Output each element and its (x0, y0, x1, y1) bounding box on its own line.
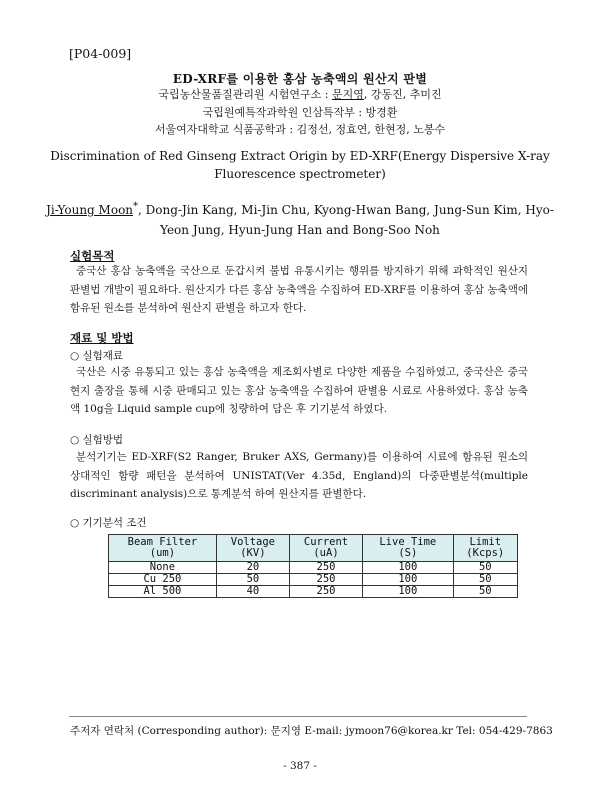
table-cell: 100 (363, 562, 453, 574)
title-korean: ED-XRF를 이용한 홍삼 농축액의 원산지 판별 (172, 72, 428, 86)
materials-paragraph: 국산은 시중 유통되고 있는 홍삼 농축액을 제조회사별로 다양한 제품을 수집하였고, 중국산은 중국 현지 출장을 통해 시중 판매되고 있는 홍삼 농축액을 수집하여 판별용 시료로 사용하였다. 홍삼 농축액 10g을 Liquid sample cup에 칭량하여 담은 후 기기분석 하였다. (70, 366, 528, 415)
table-cell: 50 (453, 562, 517, 574)
affiliation-nqs-institute: 국립농산물품질관리원 시험연구소 : (158, 88, 332, 101)
table-row (109, 562, 518, 574)
table-cell: 100 (363, 586, 453, 598)
table-cell: Al 500 (109, 586, 217, 598)
footer-divider (69, 716, 527, 717)
table-header-row (109, 535, 518, 562)
table-cell: 50 (216, 574, 289, 586)
poster-code: [P04-009] (69, 46, 132, 61)
table-cell: 250 (289, 562, 362, 574)
coauthors-en: , Dong-Jin Kang, Mi-Jin Chu, Kyong-Hwan Bang, Jung-Sun Kim, Hyo-Yeon Jung, Hyun-Jung Han and Bong-Soo Noh (138, 203, 554, 237)
methods-heading-text: 재료 및 방법 (70, 331, 134, 345)
method-subheading: ○ 실험방법 (70, 434, 124, 446)
table-row (109, 574, 518, 586)
table-row (109, 586, 518, 598)
header-limit: Limit (Kcps) (453, 535, 517, 562)
method-paragraph: 분석기기는 ED-XRF(S2 Ranger, Bruker AXS, Germany)를 이용하여 시료에 함유된 원소의 상대적인 함량 패턴을 분석하여 UNISTAT(Ver 4.35d, England)의 다중판별분석(multiple discriminant analysis)으로 통계분석 하여 원산지를 판별한다. (70, 451, 528, 500)
affiliation-swu: 서울여자대학교 식품공학과 : 김정선, 정효연, 한현정, 노봉수 (154, 123, 446, 136)
affiliation-nihhs: 국립원예특작과학원 인삼특작부 : 방경환 (202, 106, 398, 119)
table-cell: 40 (216, 586, 289, 598)
header-current: Current (uA) (289, 535, 362, 562)
affiliation-nqs-coauthors: , 강동진, 추미진 (363, 88, 442, 101)
instrument-conditions-table (108, 534, 518, 598)
materials-subheading: ○ 실험재료 (70, 350, 124, 362)
table-cell: 50 (453, 574, 517, 586)
corresponding-mark: * (133, 201, 139, 212)
conditions-subheading: ○ 기기분석 조건 (70, 517, 147, 529)
corresponding-author-ko: 문지영 (331, 88, 364, 101)
corresponding-author-footer: 주저자 연락처 (Corresponding author): 문지영 E-mail: jymoon76@korea.kr Tel: 054-429-7863 (70, 725, 553, 737)
objective-heading-text: 실험목적 (70, 249, 115, 263)
table-cell: 250 (289, 574, 362, 586)
table-cell: Cu 250 (109, 574, 217, 586)
objective-paragraph: 중국산 홍삼 농축액을 국산으로 둔갑시켜 불법 유통시키는 행위를 방지하기 위해 과학적인 원산지 판별법 개발이 필요하다. 원산지가 다른 홍삼 농축액을 수집하여 ED-XRF를 이용하여 홍삼 농축액에 함유된 원소를 분석하여 원산지 판별을 하고자 한다. (70, 265, 528, 314)
affiliation-nqs (40, 86, 560, 102)
table-cell: 50 (453, 586, 517, 598)
page-number: - 387 - (283, 760, 317, 772)
header-beam-filter: Beam Filter (um) (109, 535, 217, 562)
author-list (40, 197, 560, 240)
section-methods-heading (70, 330, 134, 346)
header-voltage: Voltage (KV) (216, 535, 289, 562)
table-cell: 20 (216, 562, 289, 574)
table-cell: 100 (363, 574, 453, 586)
corresponding-author-en: Ji-Young Moon (46, 203, 134, 217)
table-cell: None (109, 562, 217, 574)
header-live-time: Live Time (S) (363, 535, 453, 562)
title-english: Discrimination of Red Ginseng Extract Origin by ED-XRF(Energy Dispersive X-ray Fluorescence spectrometer) (50, 149, 550, 181)
table-cell: 250 (289, 586, 362, 598)
